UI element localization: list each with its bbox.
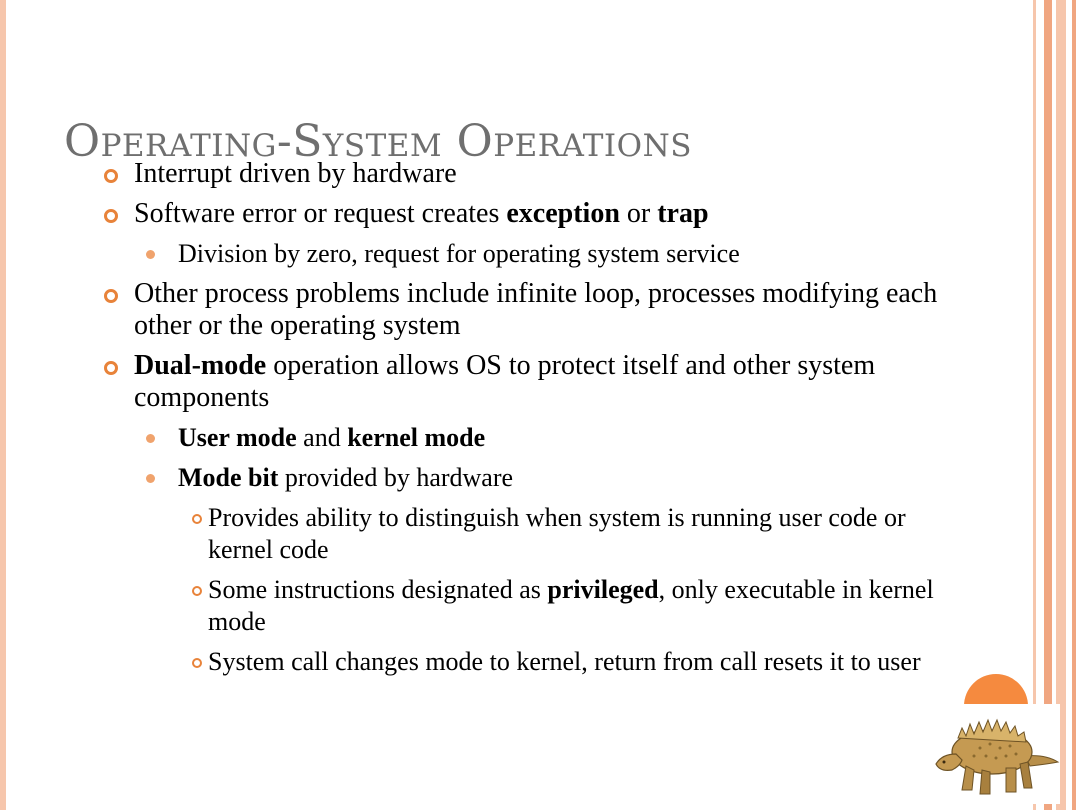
bullet-text: Division by zero, request for operating system service — [178, 239, 740, 268]
bullet-text: , only executable in kernel mode — [208, 575, 934, 636]
bold-term: trap — [657, 198, 709, 229]
slide-title: Operating-System Operations — [64, 116, 692, 167]
bullet-item-level-2 — [102, 238, 962, 270]
bold-term: Dual-mode — [134, 350, 267, 381]
bullet-marker-icon — [104, 289, 118, 303]
bullet-marker-icon — [192, 586, 202, 596]
bullet-marker-icon — [146, 474, 155, 483]
bullet-item-level-1 — [102, 198, 962, 230]
bullet-marker-icon — [192, 658, 202, 668]
bullet-item-level-1 — [102, 158, 962, 190]
bullet-item-level-3 — [102, 646, 962, 678]
bullet-item-level-1 — [102, 350, 962, 414]
bold-term: exception — [506, 198, 620, 229]
bullet-text: System call changes mode to kernel, return from call resets it to user — [208, 647, 921, 676]
bullet-text: Software error or request creates — [134, 198, 507, 229]
bullet-text: Interrupt driven by hardware — [134, 158, 457, 189]
bullet-list — [102, 150, 962, 686]
bold-term: kernel mode — [347, 423, 486, 452]
left-accent-border — [0, 0, 6, 810]
bold-term: User mode — [178, 423, 297, 452]
bullet-item-level-3 — [102, 502, 962, 566]
right-decorative-stripes — [1032, 0, 1080, 810]
bullet-marker-icon — [104, 361, 118, 375]
bullet-text: Other process problems include infinite loop, processes modifying each other or the operating system — [134, 278, 938, 341]
bullet-text: and — [296, 423, 348, 452]
bold-term: Mode bit — [178, 463, 279, 492]
bullet-item-level-1 — [102, 278, 962, 342]
bullet-item-level-2 — [102, 422, 962, 454]
bullet-item-level-3 — [102, 574, 962, 638]
bullet-item-level-2 — [102, 462, 962, 494]
bullet-marker-icon — [146, 250, 155, 259]
bullet-marker-icon — [146, 434, 155, 443]
bullet-marker-icon — [104, 209, 118, 223]
bullet-text: Provides ability to distinguish when system is running user code or kernel code — [208, 503, 906, 564]
bold-term: privileged — [547, 575, 659, 604]
dinosaur-image — [930, 704, 1060, 804]
bullet-marker-icon — [104, 169, 118, 183]
bullet-text: operation allows OS to protect itself and other system components — [134, 350, 876, 413]
bullet-marker-icon — [192, 514, 202, 524]
bullet-text: provided by hardware — [278, 463, 514, 492]
bullet-text: or — [619, 198, 658, 229]
bullet-text: Some instructions designated as — [208, 575, 548, 604]
